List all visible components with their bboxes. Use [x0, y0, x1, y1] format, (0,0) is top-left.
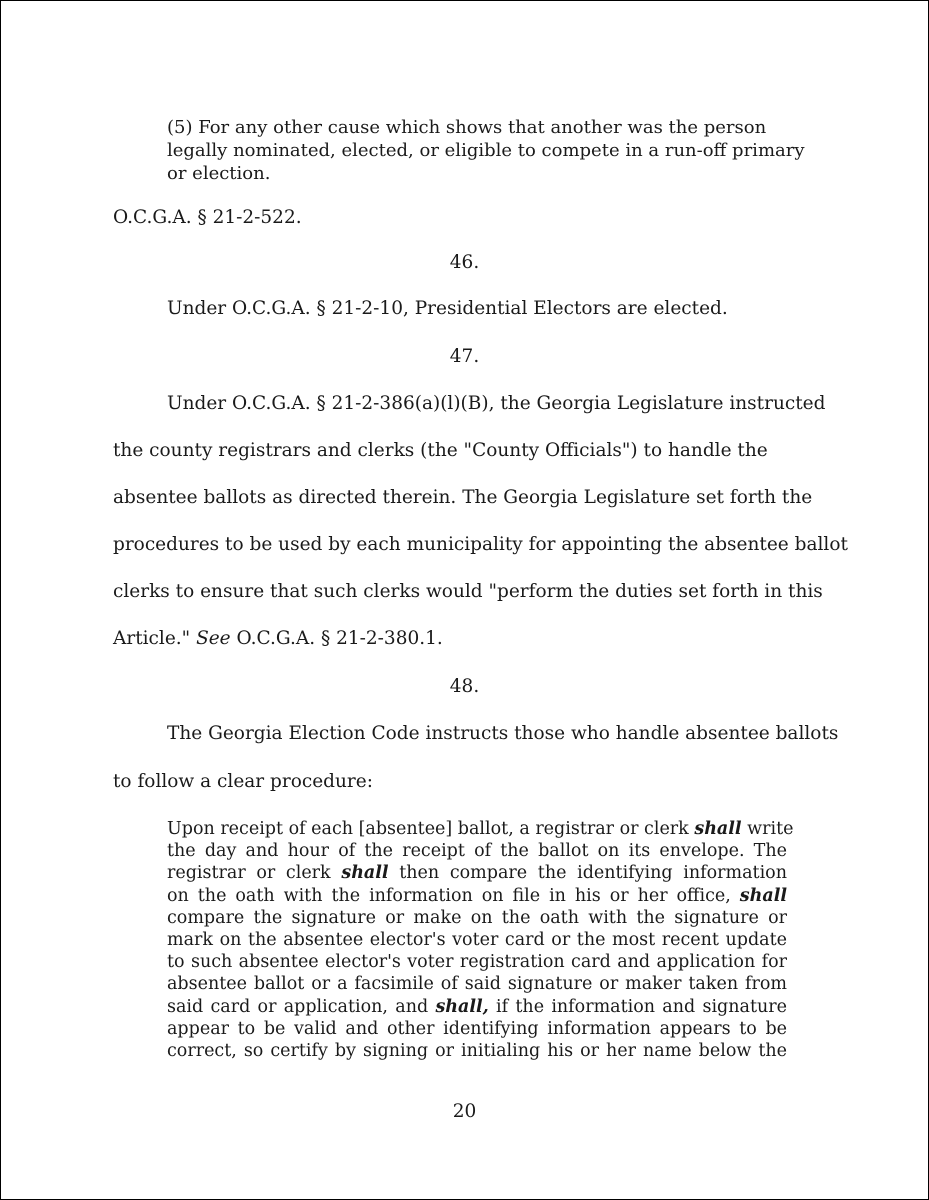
see-signal: See — [196, 628, 231, 649]
quote-5-line-3: or election. — [167, 163, 271, 184]
paragraph-47-line-5: clerks to ensure that such clerks would "perform the duties set forth in this — [113, 581, 823, 602]
emphasis-shall: shall, — [435, 996, 489, 1017]
paragraph-48-line-2: to follow a clear procedure: — [113, 771, 373, 792]
paragraph-47-article-text: Article." — [113, 628, 191, 649]
emphasis-shall: shall — [694, 819, 742, 839]
quote-5-line-2: legally nominated, elected, or eligible to compete in a run-off primary — [167, 140, 805, 161]
paragraph-47-line-1: Under O.C.G.A. § 21-2-386(a)(l)(B), the Georgia Legislature instructed — [167, 393, 826, 414]
paragraph-47-line-3: absentee ballots as directed therein. The Georgia Legislature set forth the — [113, 487, 813, 508]
block-quote-line-3: registrar or clerk shall then compare the identifying information — [167, 863, 787, 884]
paragraph-47-line-4: procedures to be used by each municipality for appointing the absentee ballot — [113, 534, 848, 555]
paragraph-47-line-2: the county registrars and clerks (the "County Officials") to handle the — [113, 440, 768, 461]
paragraph-number-48: 48. — [449, 676, 480, 697]
block-quote-line-6: mark on the absentee elector's voter card or the most recent update — [167, 930, 787, 951]
citation-522: O.C.G.A. § 21-2-522. — [113, 207, 302, 228]
paragraph-46-text: Under O.C.G.A. § 21-2-10, Presidential Electors are elected. — [167, 298, 728, 319]
paragraph-number-47: 47. — [449, 346, 480, 367]
block-quote-line-7: to such absentee elector's voter registration card and application for — [167, 952, 787, 973]
quote-5-line-1: (5) For any other cause which shows that another was the person — [167, 117, 767, 138]
citation-380-1: O.C.G.A. § 21-2-380.1. — [236, 628, 443, 649]
paragraph-number-46: 46. — [449, 252, 480, 273]
block-quote-line-1: Upon receipt of each [absentee] ballot, a registrar or clerk shall write — [167, 819, 794, 839]
block-quote-line-8: absentee ballot or a facsimile of said signature or maker taken from — [167, 974, 787, 995]
block-quote-line-2: the day and hour of the receipt of the ballot on its envelope. The — [167, 841, 787, 862]
emphasis-shall: shall — [739, 885, 787, 906]
block-quote-line-11: correct, so certify by signing or initialing his or her name below the — [167, 1041, 787, 1062]
block-quote-line-4: on the oath with the information on file in his or her office, shall — [167, 885, 787, 906]
block-quote — [167, 818, 794, 1062]
block-quote-line-10: appear to be valid and other identifying information appears to be — [167, 1018, 787, 1039]
page-number: 20 — [452, 1101, 477, 1122]
paragraph-47-line-6 — [113, 628, 443, 650]
block-quote-line-5: compare the signature or make on the oath with the signature or — [167, 907, 787, 928]
emphasis-shall: shall — [341, 863, 389, 884]
block-quote-line-9: said card or application, and shall, if the information and signature — [167, 996, 787, 1017]
paragraph-48-line-1: The Georgia Election Code instructs those who handle absentee ballots — [167, 723, 839, 744]
